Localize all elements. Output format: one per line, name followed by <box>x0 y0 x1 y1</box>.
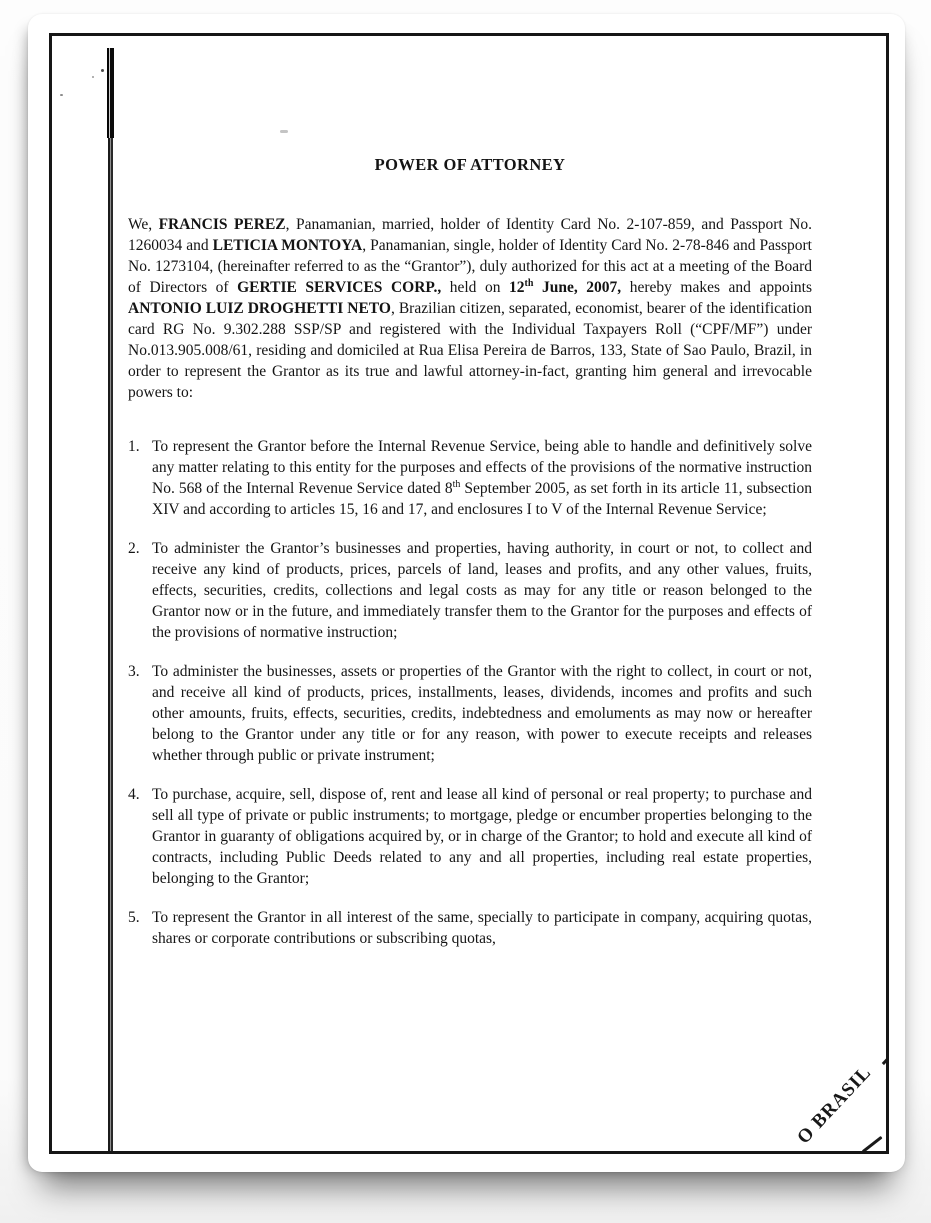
binding-fold-line <box>107 48 114 1151</box>
item-text: To administer the Grantor’s businesses and properties, having authority, in court or not, to collect and receive any kind of products, prices, parcels of land, leases and profits, and any other values, fruits, effects, securities, credits, collections and legal costs as may for any title or reason belonged to the Grantor now or in the future, and immediately transfer them to the Grantor for the purposes and effects of the provisions of normative instruction; <box>152 540 812 641</box>
list-item <box>128 907 812 949</box>
binding-fold-line-top <box>107 48 114 138</box>
item-text: To represent the Grantor in all interest of the same, specially to participate in company, acquiring quotas, shares or corporate contributions or subscribing quotas, <box>152 909 812 947</box>
list-item <box>128 436 812 520</box>
item-number: 5. <box>128 909 140 926</box>
list-item <box>128 538 812 643</box>
document-body <box>128 36 812 967</box>
stamp-corner-mark <box>862 1135 882 1152</box>
dust-speck <box>92 76 94 78</box>
notary-stamp-text: O BRASIL <box>792 1061 876 1149</box>
dust-speck <box>60 94 63 96</box>
item-text: To administer the businesses, assets or properties of the Grantor with the right to collect, in court or not, and receive all kind of products, prices, installments, leases, dividends, incomes and profits and such other amounts, fruits, effects, securities, credits, indebtedness and emoluments as may now or hereafter belong to the Grantor under any title or for any reason, with power to execute receipts and releases whether through public or private instrument; <box>152 663 812 764</box>
item-text: To purchase, acquire, sell, dispose of, rent and lease all kind of personal or real property; to purchase and sell all type of private or public instruments; to mortgage, pledge or encumber properties belonging to the Grantor in guaranty of obligations acquired by, or in charge of the Grantor; to hold and execute all kind of contracts, including Public Deeds related to any and all properties, including real estate properties, belonging to the Grantor; <box>152 786 812 887</box>
item-number: 3. <box>128 663 140 680</box>
document-title: POWER OF ATTORNEY <box>374 155 566 174</box>
item-text: To represent the Grantor before the Internal Revenue Service, being able to handle and definitively solve any matter relating to this entity for the purposes and effects of the provisions of the normative instruction No. 568 of the Internal Revenue Service dated 8th September 2005, as set forth in its article 11, subsection XIV and according to articles 15, 16 and 17, and enclosures I to V of the Internal Revenue Service; <box>152 438 812 518</box>
item-number: 1. <box>128 438 140 455</box>
list-item <box>128 661 812 766</box>
item-number: 4. <box>128 786 140 803</box>
binding-fold-line-shaft <box>108 138 113 1151</box>
list-item <box>128 784 812 889</box>
scanned-page-card <box>28 14 905 1172</box>
item-number: 2. <box>128 540 140 557</box>
intro-paragraph: We, FRANCIS PEREZ, Panamanian, married, holder of Identity Card No. 2-107-859, and Passport No. 1260034 and LETICIA MONTOYA, Panamanian, single, holder of Identity Card No. 2-78-846 and Passport No. 1273104, (hereinafter referred to as the “Grantor”), duly authorized for this act at a meeting of the Board of Directors of GERTIE SERVICES CORP., held on 12th June, 2007, hereby makes and appoints ANTONIO LUIZ DROGHETTI NETO, Brazilian citizen, separated, economist, bearer of the identification card RG No. 9.302.288 SSP/SP and registered with the Individual Taxpayers Roll (“CPF/MF”) under No.013.905.008/61, residing and domiciled at Rua Elisa Pereira de Barros, 133, State of Sao Paulo, Brazil, in order to represent the Grantor as its true and lawful attorney-in-fact, granting him general and irrevocable powers to: <box>128 216 813 401</box>
stamp-cutoff-letter-mark <box>882 1050 889 1065</box>
powers-list <box>128 436 812 949</box>
document-page <box>49 33 889 1154</box>
dust-speck <box>101 69 104 72</box>
